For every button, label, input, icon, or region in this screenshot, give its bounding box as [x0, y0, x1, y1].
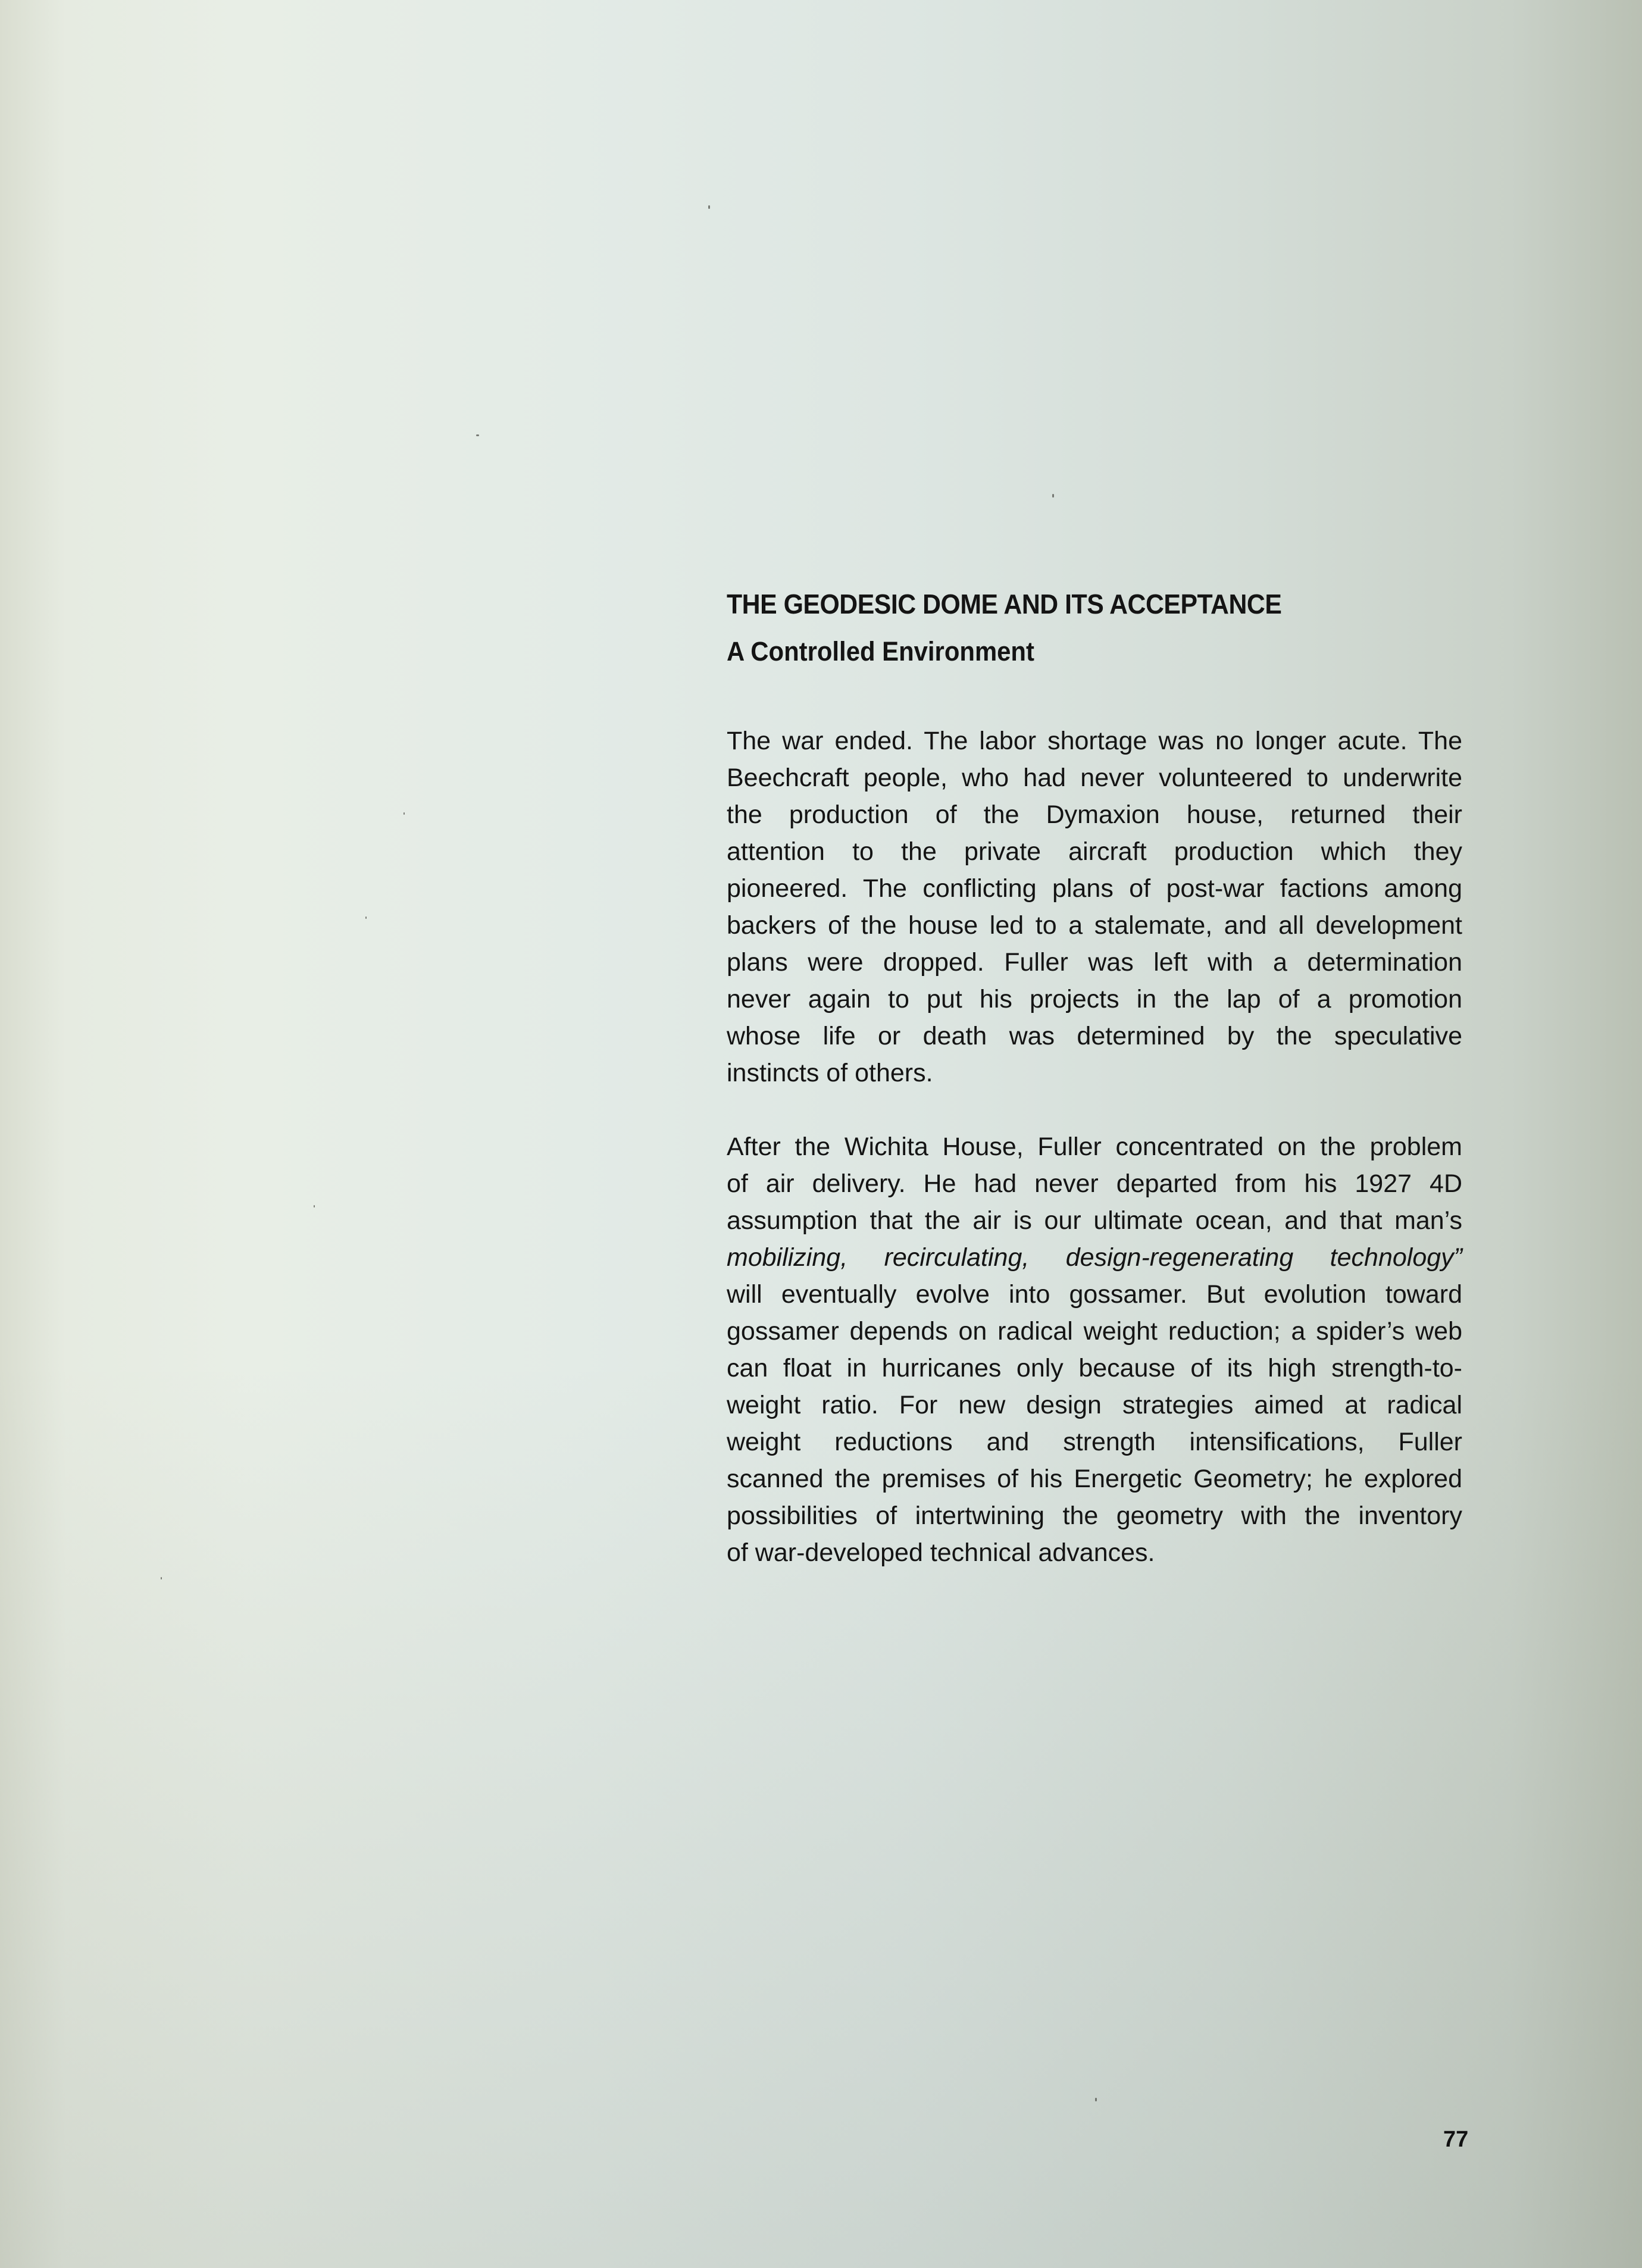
text-line: scanned the premises of his Energetic Geometry; he explored — [727, 1465, 1462, 1493]
text-line: Beechcraft people, who had never volunteered to underwrite — [727, 764, 1462, 792]
text-line: of air delivery. He had never departed from his 1927 4D — [727, 1169, 1462, 1198]
text-line: plans were dropped. Fuller was left with a determination — [727, 948, 1462, 977]
text-line: gossamer depends on radical weight reduction; a spider’s web — [727, 1317, 1462, 1346]
text-line: The war ended. The labor shortage was no longer acute. The — [727, 727, 1462, 755]
text-line: pioneered. The conflicting plans of post-war factions among — [727, 874, 1462, 903]
text-line: never again to put his projects in the lap of a promotion — [727, 985, 1462, 1013]
text-line: weight ratio. For new design strategies aimed at radical — [727, 1391, 1462, 1419]
text-line: assumption that the air is our ultimate ocean, and that man’s — [727, 1206, 1462, 1235]
paragraph-1 — [727, 722, 1462, 1091]
text-line: possibilities of intertwining the geometry with the inventory — [727, 1501, 1462, 1530]
text-line: After the Wichita House, Fuller concentrated on the problem — [727, 1133, 1462, 1161]
text-line: the production of the Dymaxion house, returned their — [727, 800, 1462, 829]
paragraph-2 — [727, 1128, 1462, 1571]
text-line: can float in hurricanes only because of its high strength-to- — [727, 1354, 1462, 1382]
text-line: instincts of others. — [727, 1059, 933, 1087]
page-number: 77 — [1443, 2127, 1469, 2152]
text-line: weight reductions and strength intensifications, Fuller — [727, 1428, 1462, 1456]
text-line: whose life or death was determined by the speculative — [727, 1022, 1462, 1050]
text-line: backers of the house led to a stalemate, and all development — [727, 911, 1462, 940]
section-subtitle: A Controlled Environment — [727, 636, 1034, 667]
text-column — [727, 588, 1462, 1571]
text-line: will eventually evolve into gossamer. But evolution toward — [727, 1280, 1462, 1309]
section-title: THE GEODESIC DOME AND ITS ACCEPTANCE — [727, 589, 1282, 620]
italic-text-line: mobilizing, recirculating, design-regenerating technology” — [727, 1243, 1462, 1272]
text-line: of war-developed technical advances. — [727, 1538, 1155, 1567]
text-line: attention to the private aircraft production which they — [727, 837, 1462, 866]
